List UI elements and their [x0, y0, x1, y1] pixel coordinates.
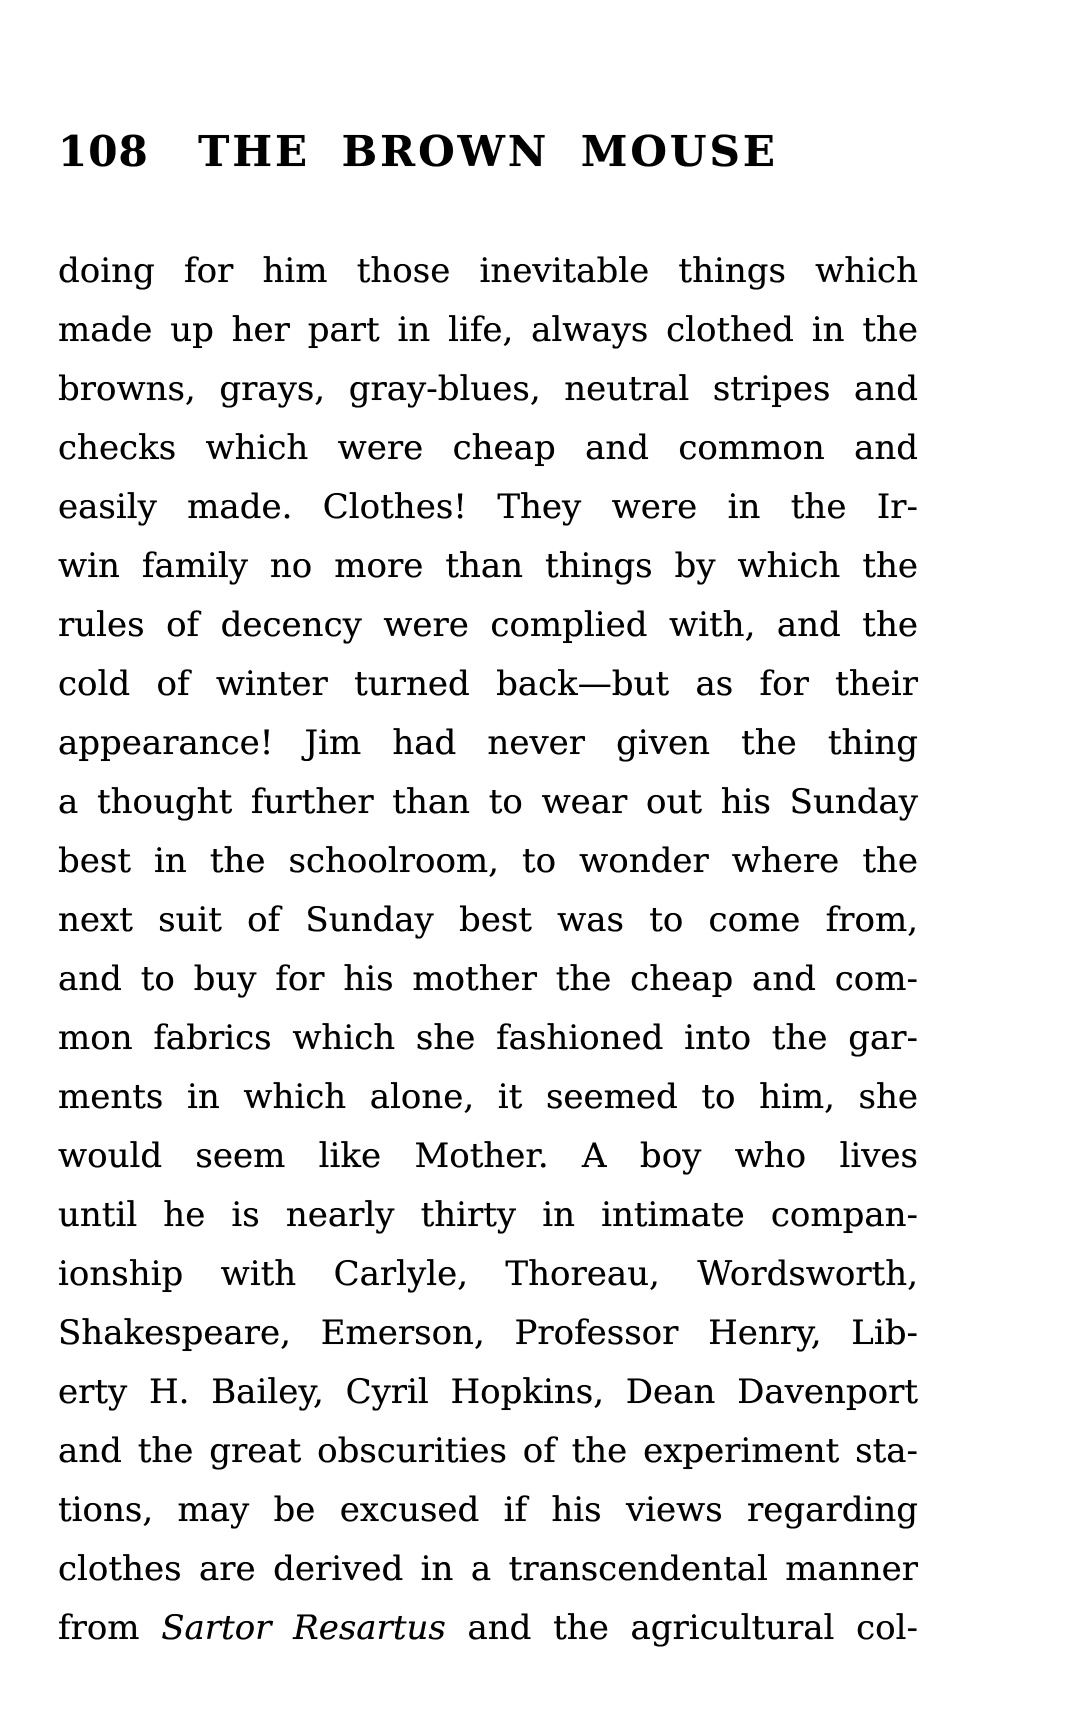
text-line: [58, 1363, 918, 1422]
text-segment: would seem like Mother. A boy who lives: [58, 1136, 918, 1176]
text-segment: Shakespeare, Emerson, Professor Henry, Lib-: [58, 1313, 918, 1353]
page-number: 108: [58, 127, 149, 176]
text-segment: win family no more than things by which the: [58, 546, 918, 586]
text-segment: easily made. Clothes! They were in the Ir-: [58, 487, 918, 527]
text-line: [58, 537, 918, 596]
text-segment: and the agricultural col-: [445, 1608, 918, 1648]
text-line: [58, 1186, 918, 1245]
text-segment: a thought further than to wear out his Sunday: [58, 782, 918, 822]
text-segment: ments in which alone, it seemed to him, she: [58, 1077, 918, 1117]
text-line: [58, 773, 918, 832]
text-line: [58, 1481, 918, 1540]
text-line: [58, 1127, 918, 1186]
text-segment: doing for him those inevitable things which: [58, 251, 918, 291]
text-line: [58, 950, 918, 1009]
text-line: [58, 1245, 918, 1304]
text-segment: ionship with Carlyle, Thoreau, Wordsworth,: [58, 1254, 918, 1294]
page-body: [58, 242, 918, 1658]
text-line: [58, 1304, 918, 1363]
text-line: [58, 655, 918, 714]
text-segment: and the great obscurities of the experiment sta-: [58, 1431, 918, 1471]
page-title: THE BROWN MOUSE: [198, 127, 778, 176]
text-segment: rules of decency were complied with, and the: [58, 605, 918, 645]
text-line: [58, 1540, 918, 1599]
text-line: [58, 1009, 918, 1068]
text-line: [58, 242, 918, 301]
text-segment: mon fabrics which she fashioned into the gar-: [58, 1018, 918, 1058]
italic-book-title: Sartor Resartus: [161, 1608, 446, 1648]
text-line: [58, 478, 918, 537]
text-line: [58, 1068, 918, 1127]
text-segment: best in the schoolroom, to wonder where the: [58, 841, 918, 881]
text-segment: made up her part in life, always clothed in the: [58, 310, 918, 350]
text-segment: until he is nearly thirty in intimate compan-: [58, 1195, 918, 1235]
text-line: [58, 596, 918, 655]
text-segment: clothes are derived in a transcendental manner: [58, 1549, 918, 1589]
text-line: [58, 714, 918, 773]
text-line: [58, 360, 918, 419]
text-segment: next suit of Sunday best was to come from,: [58, 900, 918, 940]
text-column: [58, 128, 918, 1658]
text-line: [58, 1599, 918, 1658]
running-header: [58, 128, 918, 180]
text-line: [58, 301, 918, 360]
text-segment: cold of winter turned back—but as for their: [58, 664, 918, 704]
text-line: [58, 419, 918, 478]
text-segment: and to buy for his mother the cheap and com-: [58, 959, 918, 999]
text-segment: from: [58, 1608, 162, 1648]
text-segment: checks which were cheap and common and: [58, 428, 918, 468]
text-segment: browns, grays, gray-blues, neutral stripes and: [58, 369, 918, 409]
text-segment: erty H. Bailey, Cyril Hopkins, Dean Davenport: [58, 1372, 918, 1412]
text-line: [58, 1422, 918, 1481]
text-line: [58, 832, 918, 891]
text-segment: appearance! Jim had never given the thing: [58, 723, 918, 763]
text-line: [58, 891, 918, 950]
text-segment: tions, may be excused if his views regarding: [58, 1490, 918, 1530]
